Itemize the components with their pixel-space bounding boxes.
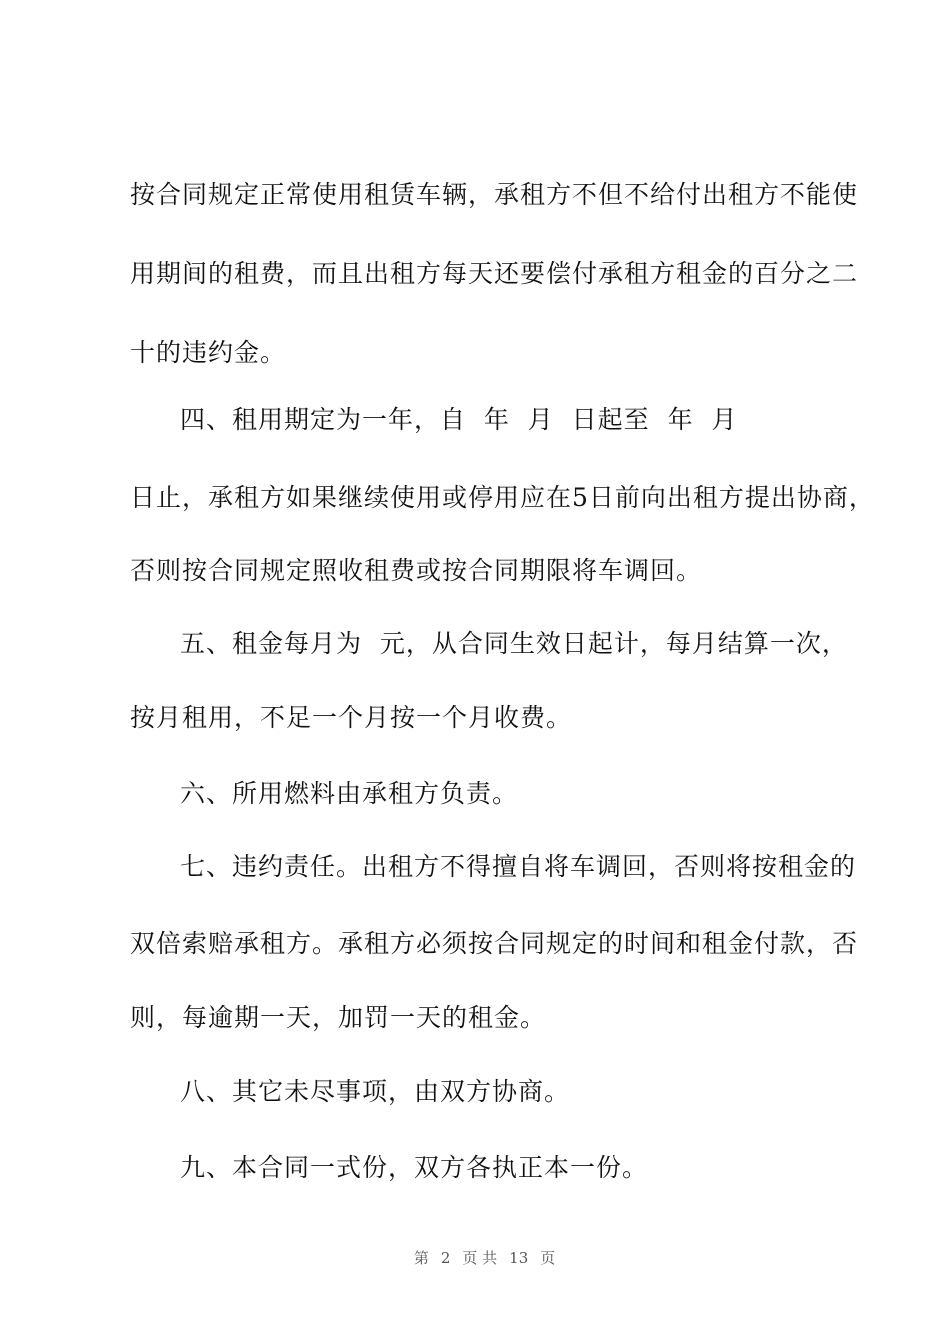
footer-prefix: 第 [413, 1249, 429, 1267]
clause-8-line-1: 八、其它未尽事项，由双方协商。 [180, 1077, 571, 1106]
clause-5-line-2: 按月租用，不足一个月按一个月收费。 [130, 703, 573, 732]
text-line-1: 按合同规定正常使用租赁车辆，承租方不但不给付出租方不能使 [130, 180, 859, 209]
footer-suffix: 页 [540, 1249, 556, 1267]
clause-4-line-3: 否则按合同规定照收租费或按合同期限将车调回。 [130, 556, 703, 585]
text-line-3: 十的违约金。 [130, 338, 287, 367]
clause-7-line-2: 双倍索赔承租方。承租方必须按合同规定的时间和租金付款，否 [130, 929, 859, 958]
footer-total-pages: 13 [509, 1249, 529, 1267]
clause-4-line-2: 日止，承租方如果继续使用或停用应在5日前向出租方提出协商， [130, 483, 875, 512]
footer-middle: 页 共 [462, 1249, 498, 1267]
clause-5-line-1: 五、租金每月为 元，从合同生效日起计，每月结算一次， [180, 629, 848, 658]
text-line-2: 用期间的租费，而且出租方每天还要偿付承租方租金的百分之二 [130, 259, 859, 288]
footer-current-page: 2 [440, 1249, 451, 1267]
clause-4-line-1: 四、租用期定为一年，自 年 月 日起至 年 月 [180, 405, 738, 434]
page-footer [0, 1228, 950, 1288]
clause-9-line-1: 九、本合同一式份，双方各执正本一份。 [180, 1153, 649, 1182]
clause-7-line-3: 则，每逾期一天，加罚一天的租金。 [130, 1003, 547, 1032]
clause-6-line-1: 六、所用燃料由承租方负责。 [180, 779, 519, 808]
clause-7-line-1: 七、违约责任。出租方不得擅自将车调回，否则将按租金的 [180, 852, 857, 881]
